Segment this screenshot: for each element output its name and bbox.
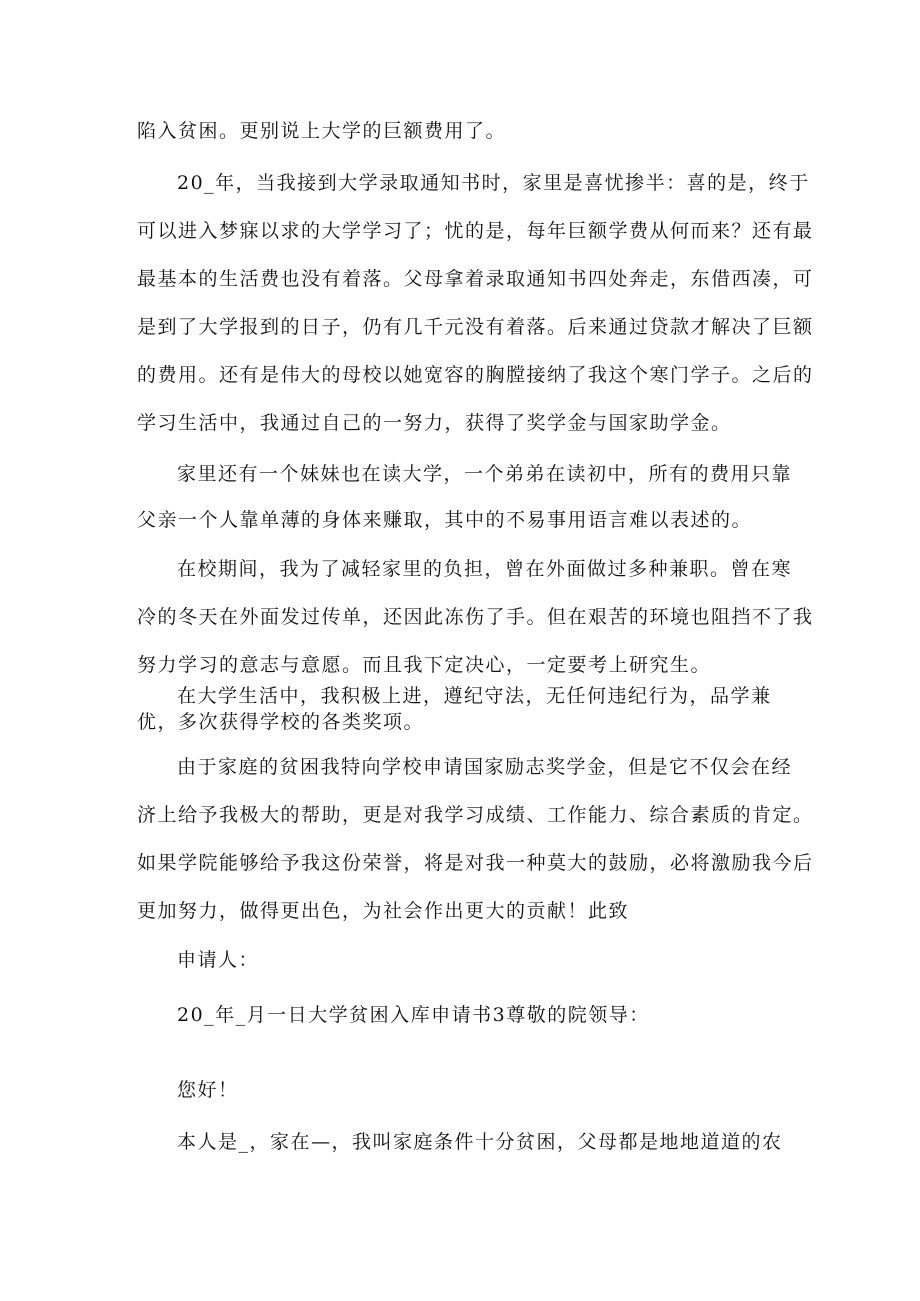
text-line: 学习生活中，我通过自己的一努力，获得了奖学金与国家助学金。 bbox=[137, 412, 732, 434]
text-line: 本人是_，家在—，我叫家庭条件十分贫困，父母都是地地道道的农 bbox=[177, 1131, 783, 1153]
text-line: 家里还有一个妹妹也在读大学，一个弟弟在读初中，所有的费用只靠 bbox=[177, 463, 793, 485]
date-and-heading: 20_年_月一日大学贫困入库申请书3尊敬的院领导： bbox=[177, 1004, 650, 1026]
text-line: 20_年，当我接到大学录取通知书时，家里是喜忧掺半：喜的是，终于 bbox=[177, 172, 810, 194]
text-line: 父亲一个人靠单薄的身体来赚取，其中的不易事用语言难以表述的。 bbox=[137, 509, 753, 531]
text-line: 陷入贫困。更别说上大学的巨额费用了。 bbox=[137, 120, 507, 142]
text-line: 的费用。还有是伟大的母校以她宽容的胸膛接纳了我这个寒门学子。之后的 bbox=[137, 364, 814, 386]
text-line: 在大学生活中，我积极上进，遵纪守法，无任何违纪行为，品学兼 bbox=[177, 685, 772, 707]
text-line: 努力学习的意志与意愿。而且我下定决心，一定要考上研究生。 bbox=[137, 654, 712, 676]
text-line: 冷的冬天在外面发过传单，还因此冻伤了手。但在艰苦的环境也阻挡不了我 bbox=[137, 606, 814, 628]
text-line: 是到了大学报到的日子，仍有几千元没有着落。后来通过贷款才解决了巨额 bbox=[137, 316, 814, 338]
text-line: 优，多次获得学校的各类奖项。 bbox=[137, 711, 425, 733]
text-line: 在校期间，我为了减轻家里的负担，曾在外面做过多种兼职。曾在寒 bbox=[177, 558, 793, 580]
text-line: 济上给予我极大的帮助，更是对我学习成绩、工作能力、综合素质的肯定。 bbox=[137, 804, 814, 826]
text-line: 可以进入梦寐以求的大学学习了；忧的是，每年巨额学费从何而来？还有最 bbox=[137, 220, 814, 242]
text-line: 更加努力，做得更出色，为社会作出更大的贡献！此致 bbox=[137, 900, 630, 922]
text-line: 由于家庭的贫困我特向学校申请国家励志奖学金，但是它不仅会在经 bbox=[177, 756, 793, 778]
text-line: 如果学院能够给予我这份荣誉，将是对我一种莫大的鼓励，必将激励我今后 bbox=[137, 852, 814, 874]
signature-label: 申请人： bbox=[177, 949, 260, 971]
text-line: 最基本的生活费也没有着落。父母拿着录取通知书四处奔走，东借西凑，可 bbox=[137, 268, 814, 290]
greeting: 您好！ bbox=[177, 1079, 239, 1101]
